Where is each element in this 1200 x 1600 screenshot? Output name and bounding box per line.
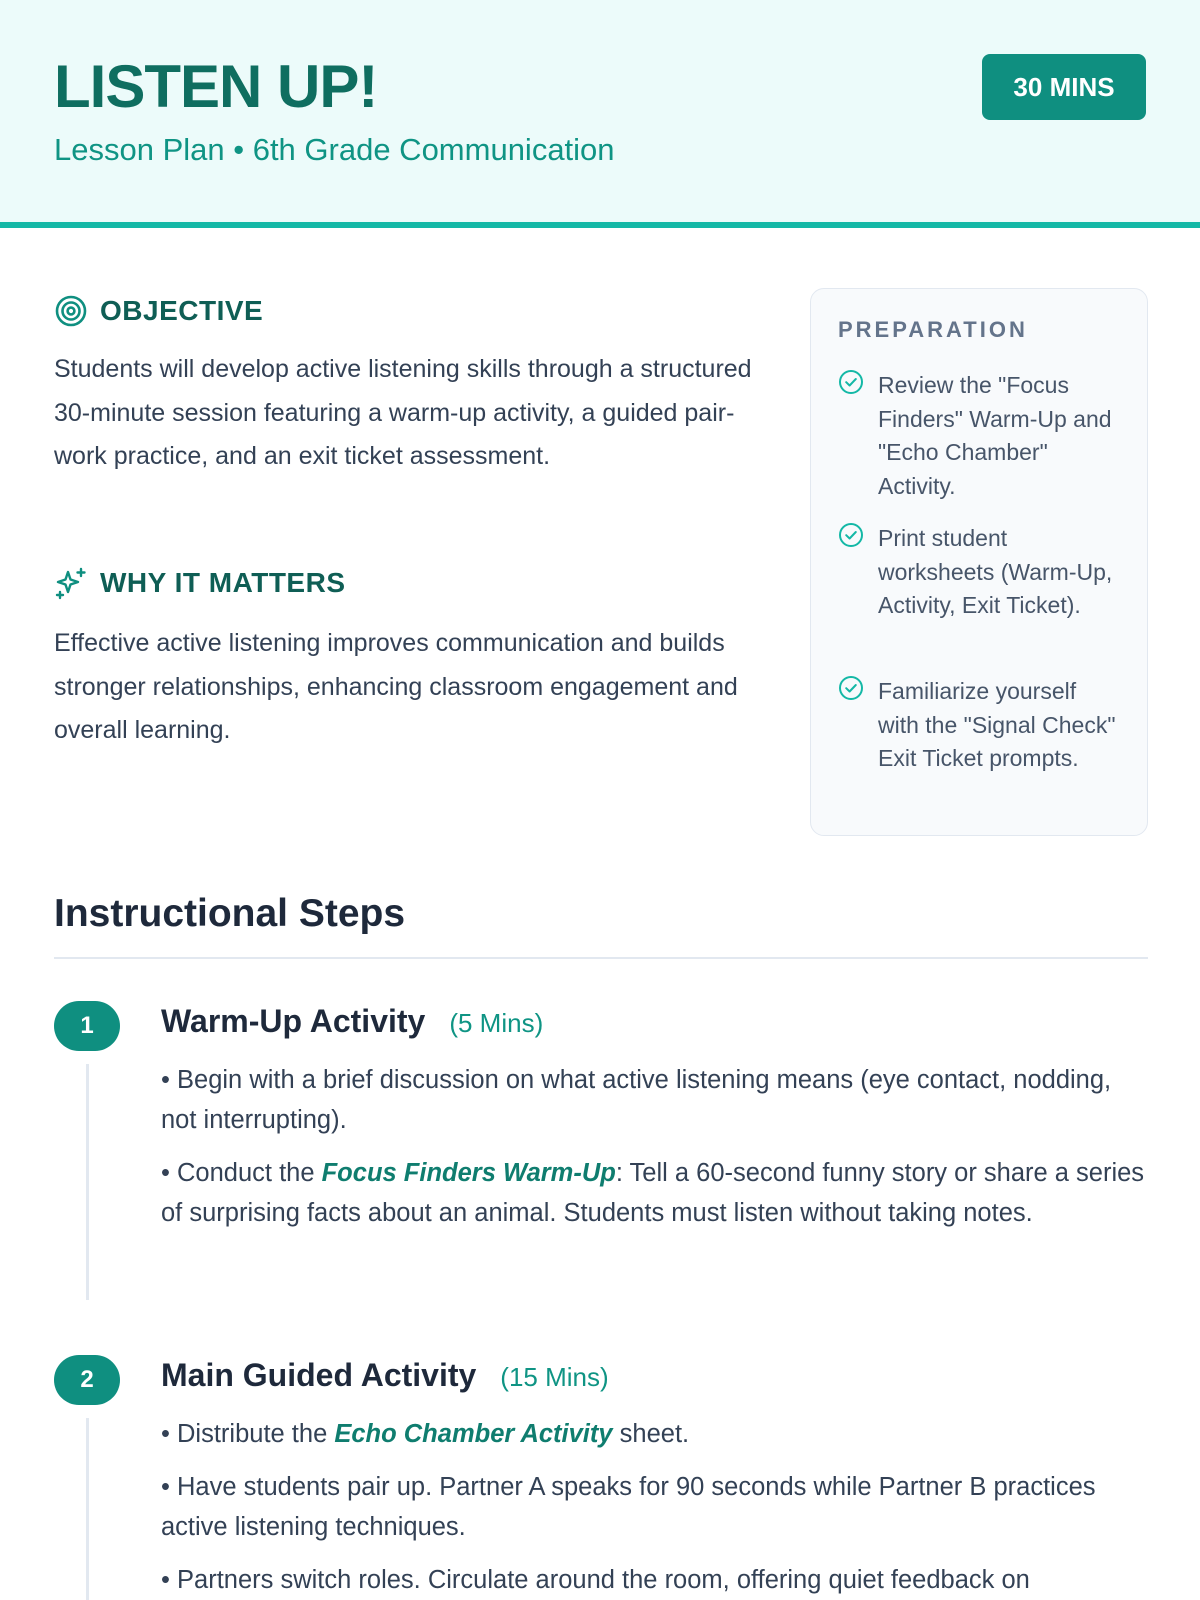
step-bullet: • Have students pair up. Partner A speaks for 90 seconds while Partner B practices active listening techniques. — [161, 1473, 1096, 1541]
why-heading — [54, 566, 346, 600]
target-icon — [54, 294, 88, 328]
duration-badge: 30 MINS — [982, 54, 1146, 120]
steps-title: Instructional Steps — [54, 892, 406, 935]
objective-heading-label: OBJECTIVE — [100, 295, 264, 326]
preparation-item-text: Print student worksheets (Warm-Up, Activity, Exit Ticket). — [878, 525, 1113, 618]
step-connector — [86, 1418, 89, 1600]
step-title: Warm-Up Activity — [161, 1003, 426, 1039]
step-number: 2 — [54, 1355, 120, 1405]
lesson-subtitle: Lesson Plan • 6th Grade Communication — [54, 132, 615, 167]
focus-finders-link: Focus Finders Warm-Up — [321, 1159, 616, 1187]
step-title: Main Guided Activity — [161, 1357, 477, 1393]
sparkles-icon — [54, 566, 88, 600]
check-circle-icon — [838, 522, 864, 548]
step-bullet: • Begin with a brief discussion on what active listening means (eye contact, nodding, not interrupting). — [161, 1066, 1112, 1134]
preparation-item — [838, 675, 1118, 776]
step-bullet — [161, 1153, 1151, 1233]
bullet-text: sheet. — [612, 1420, 690, 1448]
preparation-item-text: Review the "Focus Finders" Warm-Up and "Echo Chamber" Activity. — [878, 372, 1112, 499]
check-circle-icon — [838, 675, 864, 701]
objective-heading — [54, 294, 263, 328]
preparation-card — [810, 288, 1148, 836]
check-circle-icon — [838, 369, 864, 395]
echo-chamber-link: Echo Chamber Activity — [334, 1420, 613, 1448]
bullet-text: • Conduct the — [161, 1159, 322, 1187]
step-connector — [86, 1064, 89, 1300]
step-bullet: • Partners switch roles. Circulate around the room, offering quiet feedback on — [161, 1566, 1030, 1594]
header-banner — [0, 0, 1200, 228]
why-heading-label: WHY IT MATTERS — [100, 567, 346, 598]
preparation-item-text: Familiarize yourself with the "Signal Check" Exit Ticket prompts. — [878, 678, 1116, 771]
objective-text: Students will develop active listening skills through a structured 30-minute session featuring a warm-up activity, a guided pair-work practice, and an exit ticket assessment. — [54, 355, 752, 470]
preparation-title: PREPARATION — [838, 317, 1028, 342]
why-text: Effective active listening improves communication and builds stronger relationships, enhancing classroom engagement and overall learning. — [54, 629, 738, 744]
step-duration: (5 Mins) — [449, 1008, 544, 1038]
bullet-text: : Tell a 60-second funny story or share a series of surprising facts about an animal. Students must listen without taking notes. — [161, 1159, 1145, 1227]
step-duration: (15 Mins) — [500, 1362, 609, 1392]
step-header — [161, 1003, 543, 1040]
preparation-item — [838, 369, 1118, 503]
step-bullet — [161, 1414, 1151, 1454]
step-number: 1 — [54, 1001, 120, 1051]
preparation-item — [838, 522, 1118, 623]
divider — [54, 957, 1148, 959]
bullet-text: • Distribute the — [161, 1420, 335, 1448]
lesson-title: LISTEN UP! — [54, 53, 378, 120]
step-header — [161, 1357, 609, 1394]
